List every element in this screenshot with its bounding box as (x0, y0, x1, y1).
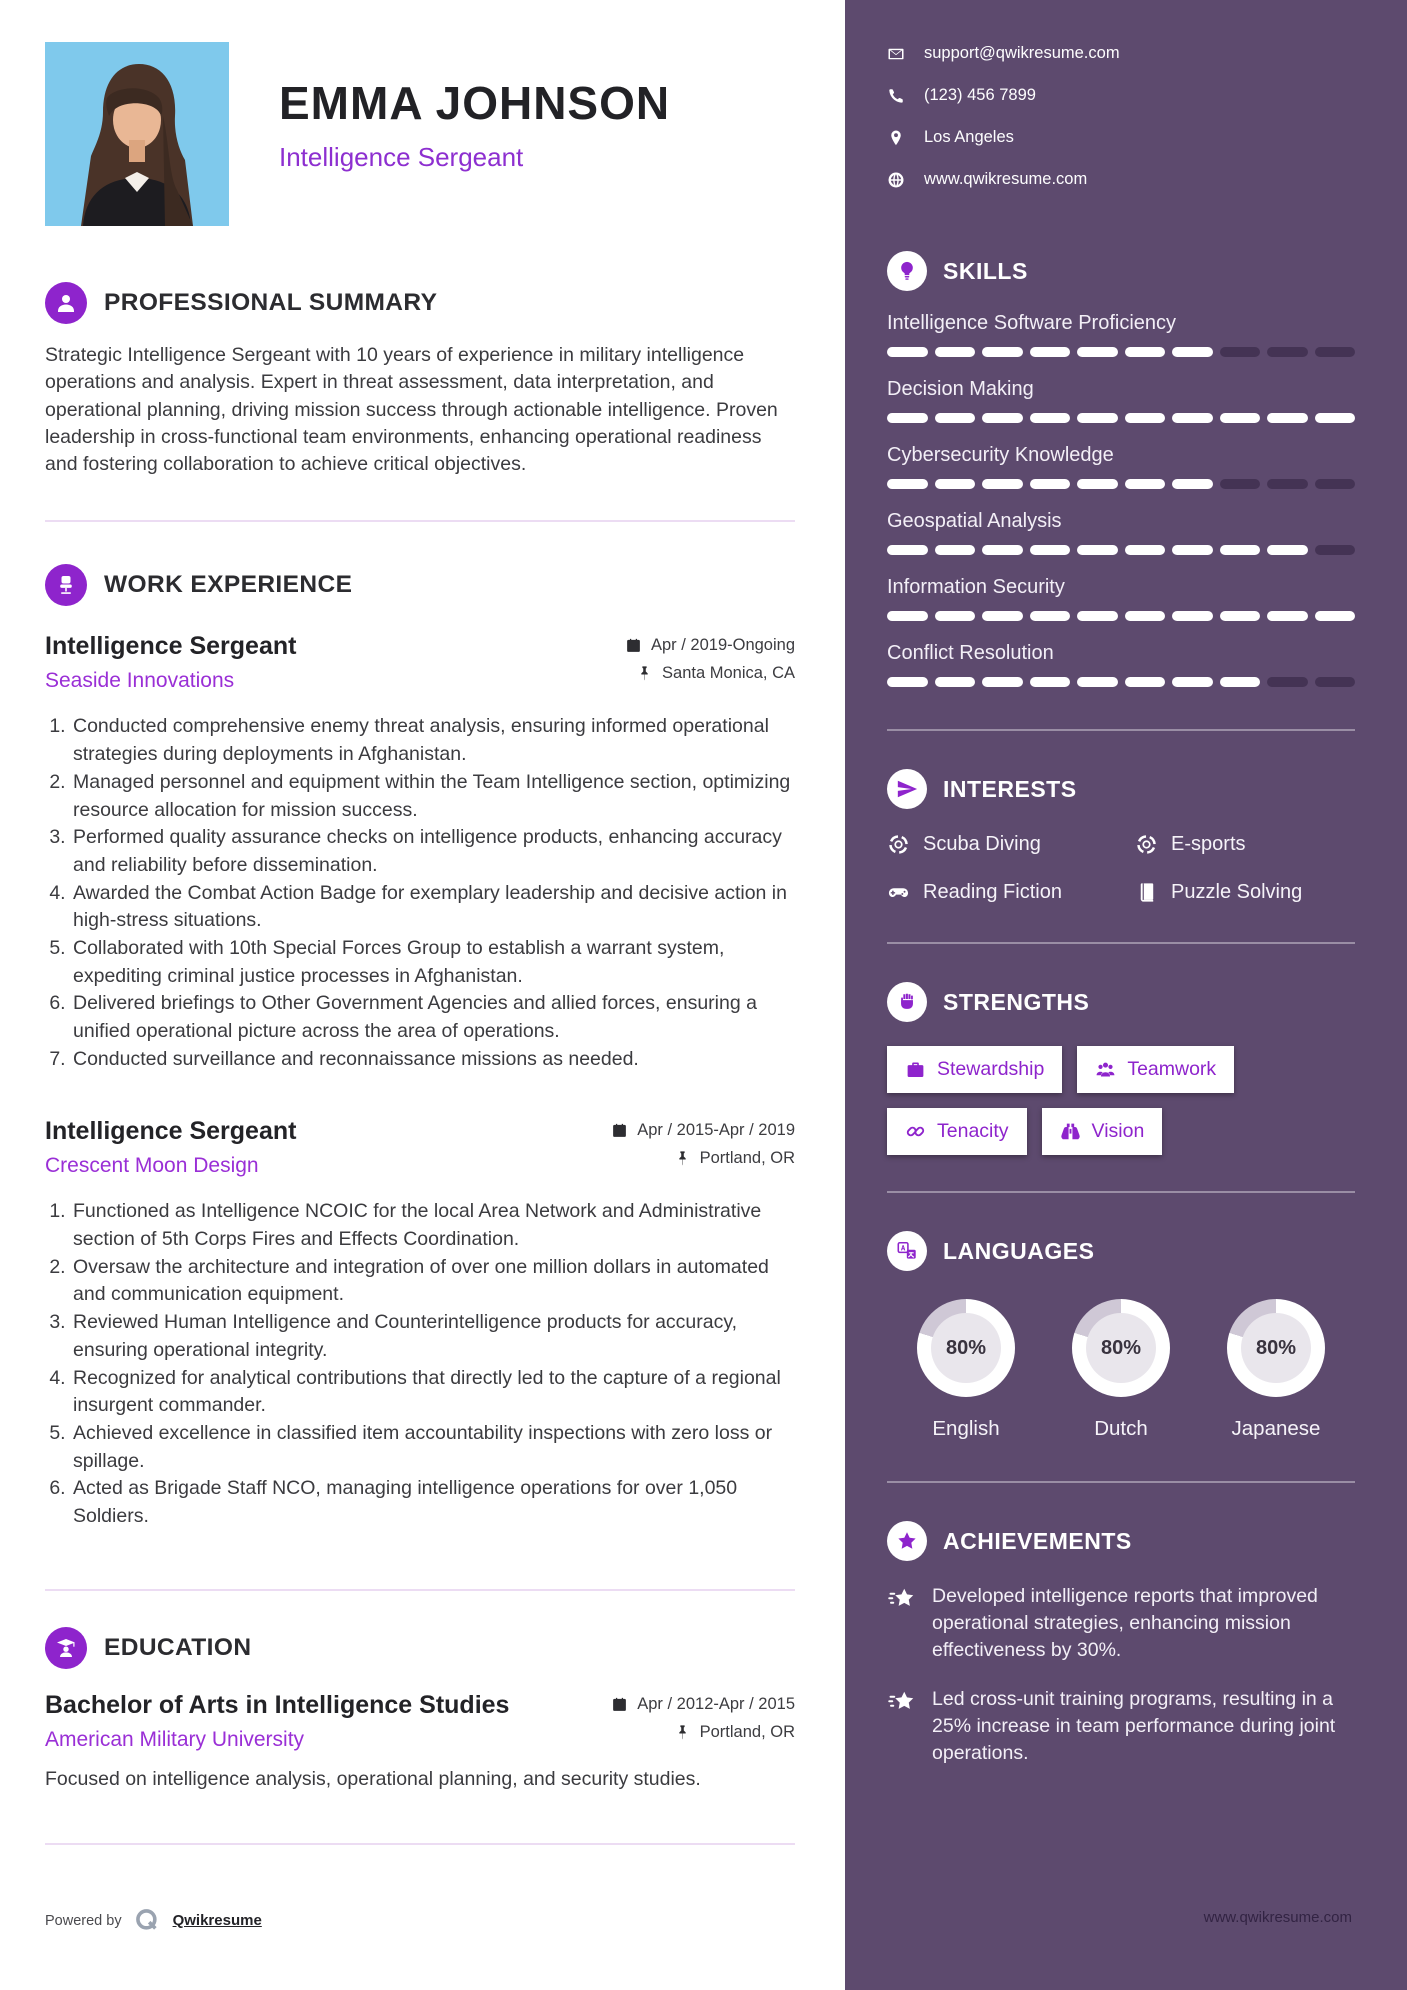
education-date: Apr / 2012-Apr / 2015 (637, 1694, 795, 1713)
skill-dash (1220, 677, 1261, 687)
skill-dash (1220, 413, 1261, 423)
skill-bar (887, 347, 1355, 357)
interest-item (1135, 833, 1355, 856)
summary-heading: PROFESSIONAL SUMMARY (104, 289, 438, 316)
achievement-text: Developed intelligence reports that improved operational strategies, enhancing mission effectiveness by 30%. (932, 1585, 1318, 1661)
skill-dash (1267, 413, 1308, 423)
bullet: 4. Recognized for analytical contributions that directly led to the capture of a regional insurgent commander. (71, 1365, 795, 1420)
skill-dash (887, 347, 928, 357)
portrait-illustration (45, 42, 229, 226)
skill-dash (1125, 479, 1166, 489)
education-heading-row (45, 1627, 795, 1669)
skill-dash (1267, 545, 1308, 555)
achievements-heading-row (887, 1521, 1355, 1561)
education-section (45, 1627, 795, 1793)
globe-icon (887, 171, 905, 189)
powered-by-label: Powered by (45, 1912, 122, 1929)
strengths-heading: STRENGTHS (943, 988, 1090, 1015)
language-donut (1227, 1299, 1325, 1397)
skill-dash (1220, 611, 1261, 621)
skill-dash (1267, 347, 1308, 357)
skill-dash (1315, 545, 1356, 555)
interests-section (887, 769, 1355, 904)
skill-dash (887, 413, 928, 423)
interest-item (887, 833, 1135, 856)
skill-dash (935, 545, 976, 555)
bullet: 4. Awarded the Combat Action Badge for exemplary leadership and decisive action in high-stress situations. (71, 880, 795, 935)
sidebar-divider (887, 942, 1355, 944)
job-date: Apr / 2019-Ongoing (650, 636, 795, 655)
divider (45, 520, 795, 522)
summary-section (45, 282, 795, 478)
bullet: 3. Performed quality assurance checks on intelligence products, enhancing accuracy and reliability before dissemination. (71, 824, 795, 879)
contact-phone: (123) 456 7899 (924, 86, 1036, 104)
skill-dash (1172, 545, 1213, 555)
strength-badge (887, 1046, 1062, 1093)
calendar-icon (611, 1696, 628, 1713)
lifebuoy-icon (887, 833, 910, 856)
skill-dash (1172, 677, 1213, 687)
language-name: Dutch (1094, 1417, 1148, 1440)
skill-dash (1267, 479, 1308, 489)
skills-heading-row (887, 251, 1355, 291)
bullet: 1. Conducted comprehensive enemy threat analysis, ensuring informed operational strategies during deployments in Afghanistan. (71, 713, 795, 768)
skill-bar (887, 677, 1355, 687)
shooting-star-icon (887, 1688, 917, 1718)
strength-label: Vision (1091, 1120, 1145, 1142)
skill-dash (935, 413, 976, 423)
qwikresume-brand-link[interactable]: Qwikresume (172, 1912, 262, 1929)
summary-heading-row (45, 282, 795, 324)
skill-dash (1315, 611, 1356, 621)
job-entry (45, 632, 795, 1073)
language-percent: 80% (1241, 1313, 1311, 1383)
language-donut (1072, 1299, 1170, 1397)
bullet: 6. Delivered briefings to Other Government Agencies and allied forces, ensuring a unified operational picture across the area of operations. (71, 990, 795, 1045)
skill-dash (887, 677, 928, 687)
language-percent: 80% (931, 1313, 1001, 1383)
job-entry (45, 1117, 795, 1530)
user-icon (45, 282, 87, 324)
job-title: Intelligence Sergeant (45, 632, 297, 661)
sidebar-divider (887, 1191, 1355, 1193)
skill-dash (1030, 413, 1071, 423)
office-chair-icon (45, 564, 87, 606)
contact-email-row (887, 44, 1355, 63)
gamepad-icon (887, 881, 910, 904)
sidebar-divider (887, 729, 1355, 731)
bullet: 2. Oversaw the architecture and integration of over one million dollars in automated and communication equipment. (71, 1254, 795, 1309)
skill-dash (1220, 479, 1261, 489)
lifebuoy-icon (1135, 833, 1158, 856)
work-heading-row (45, 564, 795, 606)
interests-heading: INTERESTS (943, 775, 1077, 802)
shooting-star-icon (887, 1585, 917, 1615)
envelope-icon (887, 45, 905, 63)
achievement-item (887, 1686, 1355, 1767)
skill-bar (887, 479, 1355, 489)
skill-dash (982, 347, 1023, 357)
skill-item (887, 576, 1355, 621)
divider (45, 1843, 795, 1845)
summary-text: Strategic Intelligence Sergeant with 10 years of experience in military intelligence operations and analysis. Expert in threat assessment, data interpretation, and operational planning, driving mission success through actionable intelligence. Proven leadership in cross-functional team environments, enhancing operational readiness and fostering collaboration to achieve critical objectives. (45, 344, 778, 476)
skill-name: Cybersecurity Knowledge (887, 444, 1114, 466)
skill-dash (1172, 347, 1213, 357)
bullet: 1. Functioned as Intelligence NCOIC for the local Area Network and Administrative section of 5th Corps Fires and Effects Coordination. (71, 1198, 795, 1253)
language-name: Japanese (1231, 1417, 1321, 1440)
skills-heading: SKILLS (943, 257, 1028, 284)
book-icon (1135, 881, 1158, 904)
pushpin-icon (636, 665, 653, 682)
skill-item (887, 378, 1355, 423)
job-bullet-list (45, 713, 795, 1073)
bullet: 5. Achieved excellence in classified item accountability inspections with zero loss or spillage. (71, 1420, 795, 1475)
skill-dash (1077, 677, 1118, 687)
strength-label: Stewardship (937, 1058, 1045, 1080)
skill-dash (982, 479, 1023, 489)
language-name: English (932, 1417, 1000, 1440)
calendar-icon (611, 1122, 628, 1139)
watermark-link[interactable]: www.qwikresume.com (1203, 1909, 1352, 1926)
footer (45, 1907, 262, 1934)
skill-dash (1125, 611, 1166, 621)
divider (45, 1589, 795, 1591)
interest-label: Puzzle Solving (1171, 881, 1303, 903)
interest-item (887, 881, 1135, 904)
education-entry (45, 1691, 795, 1793)
language-item (1201, 1299, 1351, 1441)
strength-badge (1042, 1108, 1163, 1155)
skills-section (887, 251, 1355, 687)
fist-icon (887, 982, 927, 1022)
achievement-text: Led cross-unit training programs, resulting in a 25% increase in team performance during joint operations. (932, 1687, 1336, 1764)
lightbulb-icon (887, 251, 927, 291)
language-donut (917, 1299, 1015, 1397)
contact-location: Los Angeles (924, 128, 1014, 146)
translate-icon (887, 1231, 927, 1271)
strengths-heading-row (887, 982, 1355, 1022)
team-icon (1095, 1059, 1116, 1080)
skill-bar (887, 611, 1355, 621)
languages-heading-row (887, 1231, 1355, 1271)
languages-heading: LANGUAGES (943, 1237, 1095, 1264)
skill-dash (1077, 611, 1118, 621)
pushpin-icon (674, 1150, 691, 1167)
skill-dash (1077, 413, 1118, 423)
skill-dash (1172, 479, 1213, 489)
strengths-section (887, 982, 1355, 1155)
skill-dash (935, 479, 976, 489)
skill-dash (1030, 545, 1071, 555)
skill-dash (1030, 677, 1071, 687)
strength-label: Teamwork (1127, 1058, 1217, 1080)
language-item (1046, 1299, 1196, 1441)
skill-dash (1267, 677, 1308, 687)
job-location: Santa Monica, CA (662, 664, 795, 683)
profile-photo (45, 42, 229, 226)
paper-plane-icon (887, 769, 927, 809)
strength-badge (1077, 1046, 1234, 1093)
skill-dash (1125, 347, 1166, 357)
skill-item (887, 642, 1355, 687)
skill-dash (1077, 545, 1118, 555)
skill-dash (982, 545, 1023, 555)
skill-dash (887, 611, 928, 621)
skill-dash (887, 545, 928, 555)
resume-header (0, 0, 845, 226)
strength-badge (887, 1108, 1027, 1155)
skill-bar (887, 545, 1355, 555)
skill-item (887, 444, 1355, 489)
phone-icon (887, 87, 905, 105)
job-location: Portland, OR (699, 1149, 795, 1168)
skill-dash (1220, 545, 1261, 555)
interest-label: Scuba Diving (923, 833, 1041, 855)
chain-icon (905, 1121, 926, 1142)
skill-dash (982, 677, 1023, 687)
skill-dash (1172, 611, 1213, 621)
name-block (279, 76, 670, 226)
map-pin-icon (887, 129, 905, 147)
achievements-section (887, 1521, 1355, 1766)
skill-dash (1030, 611, 1071, 621)
skill-name: Decision Making (887, 378, 1034, 400)
bullet: 2. Managed personnel and equipment within the Team Intelligence section, optimizing resource allocation for mission success. (71, 769, 795, 824)
star-icon (887, 1521, 927, 1561)
skill-dash (982, 413, 1023, 423)
interest-label: E-sports (1171, 833, 1246, 855)
education-meta (611, 1695, 795, 1751)
candidate-name: EMMA JOHNSON (279, 77, 671, 129)
sidebar-divider (887, 1481, 1355, 1483)
skill-dash (1315, 677, 1356, 687)
strength-label: Tenacity (937, 1120, 1009, 1142)
job-date: Apr / 2015-Apr / 2019 (637, 1121, 795, 1140)
achievements-heading: ACHIEVEMENTS (943, 1527, 1132, 1554)
education-location: Portland, OR (699, 1722, 795, 1741)
bullet: 3. Reviewed Human Intelligence and Counterintelligence products for accuracy, ensuring operational integrity. (71, 1309, 795, 1364)
bullet: 6. Acted as Brigade Staff NCO, managing intelligence operations for over 1,050 Soldiers. (71, 1475, 795, 1530)
school-name: American Military University (45, 1727, 305, 1751)
skill-dash (935, 611, 976, 621)
skill-dash (1077, 347, 1118, 357)
skill-dash (1315, 479, 1356, 489)
interests-heading-row (887, 769, 1355, 809)
skill-dash (935, 347, 976, 357)
briefcase-icon (905, 1059, 926, 1080)
skill-dash (1172, 413, 1213, 423)
skill-item (887, 510, 1355, 555)
skill-dash (1267, 611, 1308, 621)
skill-dash (1220, 347, 1261, 357)
candidate-title: Intelligence Sergeant (279, 142, 524, 172)
education-heading: EDUCATION (104, 1633, 252, 1661)
work-heading: WORK EXPERIENCE (104, 571, 353, 599)
interest-item (1135, 881, 1355, 904)
bullet: 5. Collaborated with 10th Special Forces Group to establish a warrant system, expediting criminal justice processes in Afghanistan. (71, 935, 795, 990)
job-bullet-list (45, 1198, 795, 1530)
skill-dash (1030, 479, 1071, 489)
bullet: 7. Conducted surveillance and reconnaissance missions as needed. (71, 1046, 795, 1074)
calendar-icon (625, 637, 642, 654)
contact-location-row (887, 128, 1355, 147)
job-meta (625, 636, 795, 692)
skill-dash (1315, 347, 1356, 357)
skill-name: Information Security (887, 576, 1065, 598)
job-company: Crescent Moon Design (45, 1154, 259, 1178)
skill-dash (1030, 347, 1071, 357)
skill-dash (1125, 545, 1166, 555)
degree-title: Bachelor of Arts in Intelligence Studies (45, 1690, 510, 1719)
skill-dash (1125, 677, 1166, 687)
skill-name: Intelligence Software Proficiency (887, 312, 1177, 334)
contact-website-row (887, 170, 1355, 189)
job-company: Seaside Innovations (45, 669, 235, 693)
achievement-item (887, 1583, 1355, 1664)
skill-name: Conflict Resolution (887, 642, 1054, 664)
skill-item (887, 312, 1355, 357)
job-meta (611, 1121, 795, 1177)
skill-dash (1125, 413, 1166, 423)
work-experience-section (45, 564, 795, 1530)
sidebar (845, 0, 1407, 1990)
contact-website[interactable]: www.qwikresume.com (924, 170, 1088, 188)
binoculars-icon (1060, 1121, 1081, 1142)
language-percent: 80% (1086, 1313, 1156, 1383)
qwikresume-logo-icon (134, 1907, 161, 1934)
skill-dash (1077, 479, 1118, 489)
language-item (891, 1299, 1041, 1441)
interest-label: Reading Fiction (923, 881, 1062, 903)
skill-dash (982, 611, 1023, 621)
skill-bar (887, 413, 1355, 423)
contact-phone-row (887, 86, 1355, 105)
skill-dash (935, 677, 976, 687)
contact-email[interactable]: support@qwikresume.com (924, 44, 1120, 62)
graduate-icon (45, 1627, 87, 1669)
job-title: Intelligence Sergeant (45, 1117, 297, 1146)
education-description: Focused on intelligence analysis, operational planning, and security studies. (45, 1767, 701, 1790)
skill-name: Geospatial Analysis (887, 510, 1062, 532)
languages-section (887, 1231, 1355, 1441)
skill-dash (887, 479, 928, 489)
skill-dash (1315, 413, 1356, 423)
pushpin-icon (674, 1724, 691, 1741)
